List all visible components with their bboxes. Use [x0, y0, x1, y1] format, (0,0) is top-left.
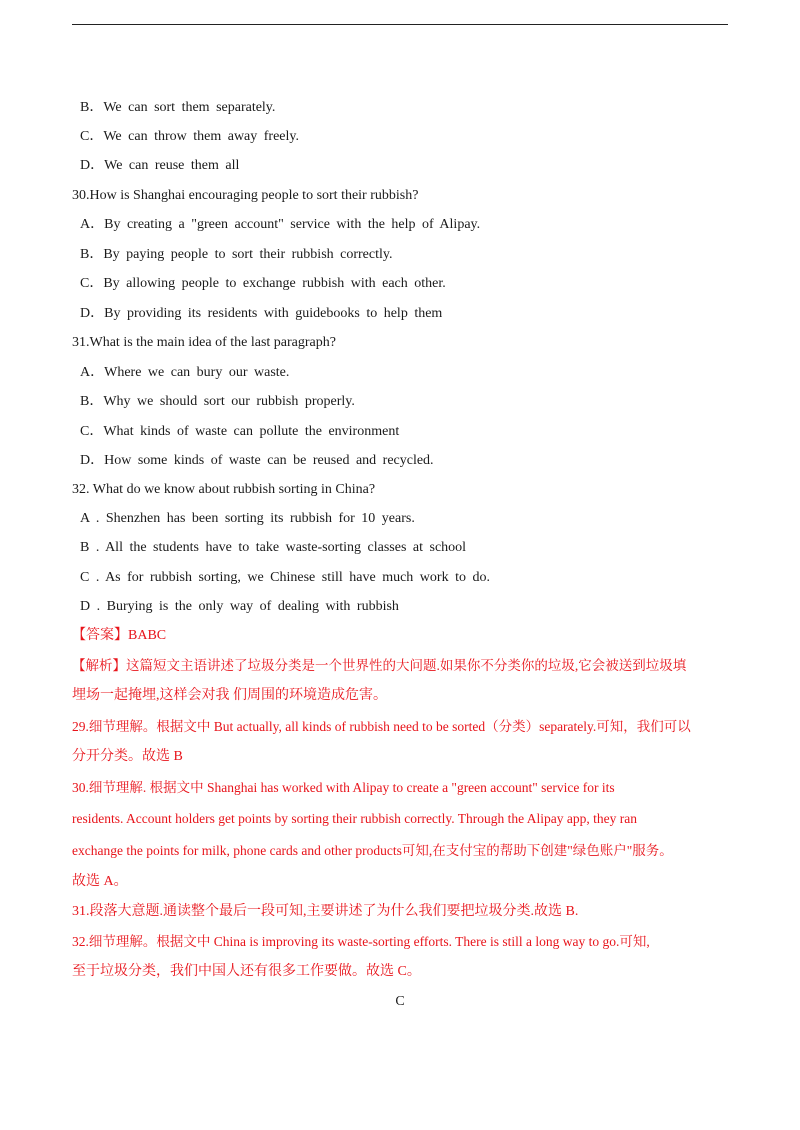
- analysis-intro-line-1: 【解析】这篇短文主语讲述了垃圾分类是一个世界性的大问题.如果你不分类你的垃圾,它会被送到垃圾填: [72, 658, 687, 673]
- analysis-q32-line-2: 至于垃圾分类，我们中国人还有很多工作要做。故选 C。: [72, 964, 421, 979]
- q29-option-c: C．We can throw them away freely.: [80, 129, 299, 144]
- analysis-q29-line-2: 分开分类。故选 B: [72, 749, 183, 764]
- analysis-q31-line-1: 31.段落大意题.通读整个最后一段可知,主要讲述了为什么我们要把垃圾分类.故选 B.: [72, 904, 579, 919]
- q32-option-a: A . Shenzhen has been sorting its rubbish for 10 years.: [80, 511, 415, 526]
- analysis-intro-line-2: 埋场一起掩埋,这样会对我 们周围的环境造成危害。: [72, 688, 387, 703]
- analysis-q30-line-1: 30.细节理解. 根据文中 Shanghai has worked with Alipay to create a "green account" service for its: [72, 780, 615, 795]
- header-rule: [72, 24, 728, 25]
- q29-option-d: D．We can reuse them all: [80, 158, 240, 173]
- q29-option-b: B．We can sort them separately.: [80, 100, 276, 115]
- q31-option-c: C．What kinds of waste can pollute the environment: [80, 424, 400, 439]
- q31-question: 31.What is the main idea of the last paragraph?: [72, 335, 336, 350]
- q32-option-c: C . As for rubbish sorting, we Chinese still have much work to do.: [80, 570, 490, 585]
- q30-option-b: B．By paying people to sort their rubbish correctly.: [80, 247, 393, 262]
- q31-option-b: B．Why we should sort our rubbish properly.: [80, 394, 355, 409]
- q32-question: 32. What do we know about rubbish sorting in China?: [72, 482, 376, 497]
- analysis-q32-line-1: 32.细节理解。根据文中 China is improving its waste-sorting efforts. There is still a long way to go.可知,: [72, 934, 650, 949]
- analysis-q30-line-3: exchange the points for milk, phone cards and other products可知,在支付宝的帮助下创建"绿色账户"服务。: [72, 843, 673, 858]
- analysis-q30-line-2: residents. Account holders get points by sorting their rubbish correctly. Through the Alipay app, they ran: [72, 811, 638, 826]
- analysis-q29-line-1: 29.细节理解。根据文中 But actually, all kinds of rubbish need to be sorted（分类）separately.可知，我们可以: [72, 719, 691, 734]
- q30-question: 30.How is Shanghai encouraging people to sort their rubbish?: [72, 188, 419, 203]
- analysis-q30-line-4: 故选 A。: [72, 874, 128, 889]
- q30-option-a: A．By creating a "green account" service with the help of Alipay.: [80, 217, 481, 232]
- q31-option-d: D．How some kinds of waste can be reused and recycled.: [80, 453, 434, 468]
- q30-option-c: C．By allowing people to exchange rubbish with each other.: [80, 276, 446, 291]
- q32-option-b: B . All the students have to take waste-sorting classes at school: [80, 540, 467, 555]
- answer-line: 【答案】BABC: [72, 628, 167, 643]
- q32-option-d: D . Burying is the only way of dealing with rubbish: [80, 599, 399, 614]
- footer-letter: C: [395, 994, 405, 1009]
- q30-option-d: D．By providing its residents with guidebooks to help them: [80, 306, 443, 321]
- q31-option-a: A．Where we can bury our waste.: [80, 365, 290, 380]
